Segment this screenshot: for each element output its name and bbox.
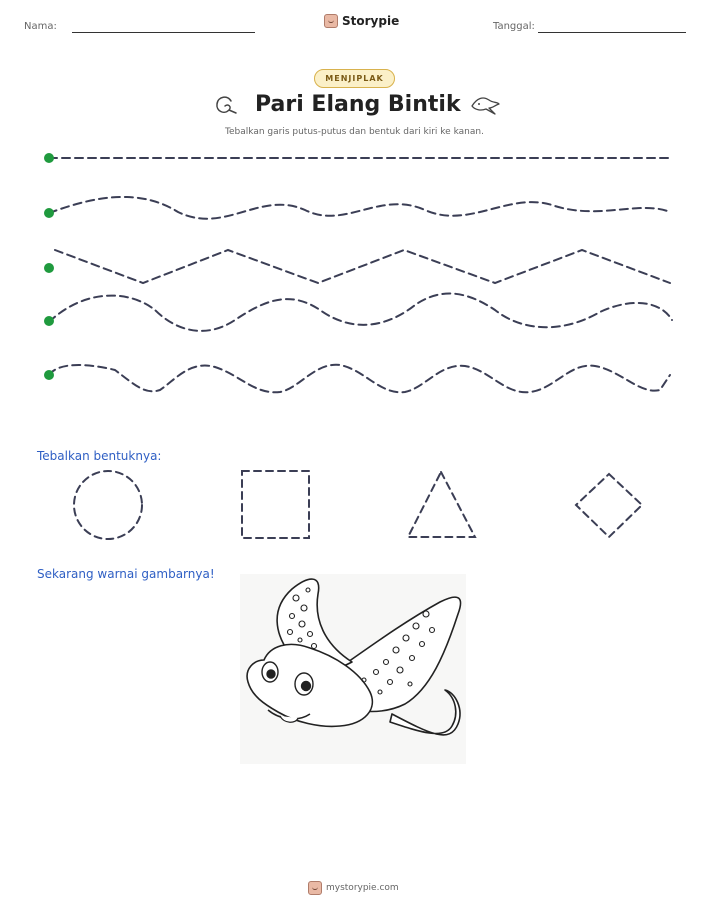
ray-doodle-icon bbox=[212, 93, 238, 117]
trace-line-gentle-wave bbox=[49, 197, 670, 219]
shapes-section-label: Tebalkan bentuknya: bbox=[37, 449, 162, 463]
start-dot bbox=[44, 208, 54, 218]
trace-square bbox=[242, 471, 309, 538]
brand-name: Storypie bbox=[342, 14, 400, 28]
trace-triangle bbox=[408, 472, 475, 537]
ray-outline-icon bbox=[469, 94, 501, 116]
trace-line-wave bbox=[49, 294, 672, 331]
page-title: Pari Elang Bintik bbox=[255, 92, 461, 117]
trace-line-zigzag bbox=[55, 250, 670, 283]
trace-diamond bbox=[576, 474, 642, 537]
storypie-logo-icon bbox=[324, 14, 338, 28]
date-field[interactable] bbox=[538, 32, 686, 33]
start-dot bbox=[44, 263, 54, 273]
date-label: Tanggal: bbox=[493, 21, 535, 32]
start-dot bbox=[44, 153, 54, 163]
coloring-section-label: Sekarang warnai gambarnya! bbox=[37, 567, 215, 581]
start-dot bbox=[44, 370, 54, 380]
footer-brand bbox=[308, 881, 399, 895]
footer-url[interactable]: mystorypie.com bbox=[326, 883, 399, 893]
shape-tracing-area bbox=[0, 465, 709, 545]
tracing-lines bbox=[0, 140, 709, 400]
name-label: Nama: bbox=[24, 21, 57, 32]
instructions: Tebalkan garis putus-putus dan bentuk dari kiri ke kanan. bbox=[225, 127, 484, 137]
eagle-ray-coloring-image bbox=[240, 574, 466, 764]
start-dot bbox=[44, 316, 54, 326]
trace-line-bumpy-wave bbox=[49, 365, 670, 393]
brand-logo bbox=[324, 14, 399, 28]
activity-badge: MENJIPLAK bbox=[314, 69, 394, 88]
name-field[interactable] bbox=[72, 32, 255, 33]
storypie-logo-icon bbox=[308, 881, 322, 895]
trace-circle bbox=[74, 471, 142, 539]
